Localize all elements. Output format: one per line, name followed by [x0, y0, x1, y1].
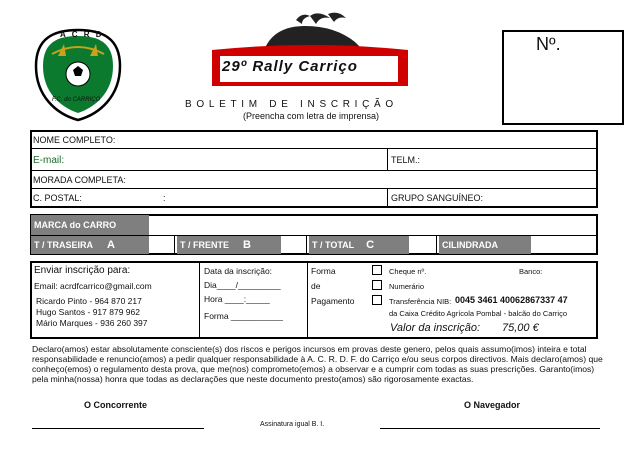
traseira-label	[31, 236, 149, 254]
cpostal-separator: :	[163, 193, 166, 203]
total-text: T / TOTAL	[312, 240, 355, 250]
traseira-text: T / TRASEIRA	[34, 240, 94, 250]
nib-value: 0045 3461 40062867337 47	[455, 295, 568, 305]
payment-label-3: Pagamento	[311, 296, 355, 306]
morada-field[interactable]: MORADA COMPLETA:	[33, 175, 126, 185]
form-title: BOLETIM DE INSCRIÇÃO	[185, 99, 398, 110]
rally-title: 29º Rally Carriço	[222, 58, 358, 75]
payment-label-1: Forma	[311, 266, 336, 276]
club-initials: A C R D	[60, 30, 104, 39]
frente-text: T / FRENTE	[180, 240, 229, 250]
total-letter: C	[366, 239, 375, 251]
concorrente-signature-line[interactable]	[32, 428, 204, 429]
date-hora[interactable]: Hora ____:_____	[204, 294, 270, 304]
traseira-letter: A	[107, 239, 115, 251]
contact-3: Mário Marques - 936 260 397	[36, 318, 148, 328]
frente-label	[177, 236, 281, 254]
bank-name: da Caixa Crédito Agrícola Pombal - balcão do Carriço	[389, 309, 568, 318]
assinatura-note: Assinatura igual B. I.	[260, 421, 325, 428]
frente-letter: B	[243, 239, 251, 251]
telm-field[interactable]: TELM.:	[391, 155, 421, 165]
date-dia[interactable]: Dia____/_________	[204, 280, 281, 290]
banco-label: Banco:	[519, 267, 543, 276]
transfer-label: Transferência NIB:	[389, 297, 452, 306]
cilindrada-label: CILINDRADA	[439, 236, 531, 254]
date-forma[interactable]: Forma ___________	[204, 311, 283, 321]
form-subtitle: (Preencha com letra de imprensa)	[243, 111, 380, 121]
date-heading: Data da inscrição:	[204, 266, 273, 276]
cheque-checkbox[interactable]	[372, 265, 382, 275]
valor-label: Valor da inscrição:	[390, 322, 481, 334]
number-label: Nº.	[536, 34, 561, 54]
transfer-checkbox[interactable]	[372, 295, 382, 305]
numerario-checkbox[interactable]	[372, 280, 382, 290]
email-field[interactable]: E-mail:	[33, 155, 65, 166]
rally-logo	[210, 10, 410, 90]
club-caption: F.C. do CARRIÇO	[52, 97, 101, 103]
declaration-text: Declaro(amos) estar absolutamente consciente(s) dos riscos e perigos incursos em provas deste genero, pelos quais assumo(imos) inteira e total responsabilidade e renuncio(amos) a pedir qualquer responsabilidade à A. C. R. D. F. do Carriço e/ou seus corpos directivos. Mais declaro(amos) que conheço(emos) o regulamento desta prova, que me(nos) comprometo(emos) a observar e a cumprir com todas as suas prescrições. Garanto(imos) pela minha(nossa) honra que todas as declarações que neste documento presto(amos) são rigorosamente exactas.	[32, 344, 603, 384]
total-label	[309, 236, 409, 254]
payment-label-2: de	[311, 281, 321, 291]
contact-1: Ricardo Pinto - 964 870 217	[36, 296, 142, 306]
valor-value: 75,00 €	[502, 322, 539, 334]
grupo-field[interactable]: GRUPO SANGUÍNEO:	[391, 193, 484, 203]
send-email: Email: acrdfcarrico@gmail.com	[34, 281, 152, 291]
send-heading: Enviar inscrição para:	[34, 265, 131, 276]
concorrente-label: O Concorrente	[84, 400, 148, 410]
navegador-label: O Navegador	[464, 400, 521, 410]
marca-label: MARCA do CARRO	[31, 215, 149, 235]
numerario-label: Numerário	[389, 282, 425, 291]
nome-field[interactable]: NOME COMPLETO:	[33, 135, 116, 145]
cpostal-field[interactable]: C. POSTAL:	[33, 193, 82, 203]
number-box[interactable]	[502, 30, 624, 125]
cheque-label: Cheque nº.	[389, 267, 427, 276]
contact-2: Hugo Santos - 917 879 962	[36, 307, 140, 317]
navegador-signature-line[interactable]	[380, 428, 600, 429]
club-logo	[30, 26, 126, 122]
